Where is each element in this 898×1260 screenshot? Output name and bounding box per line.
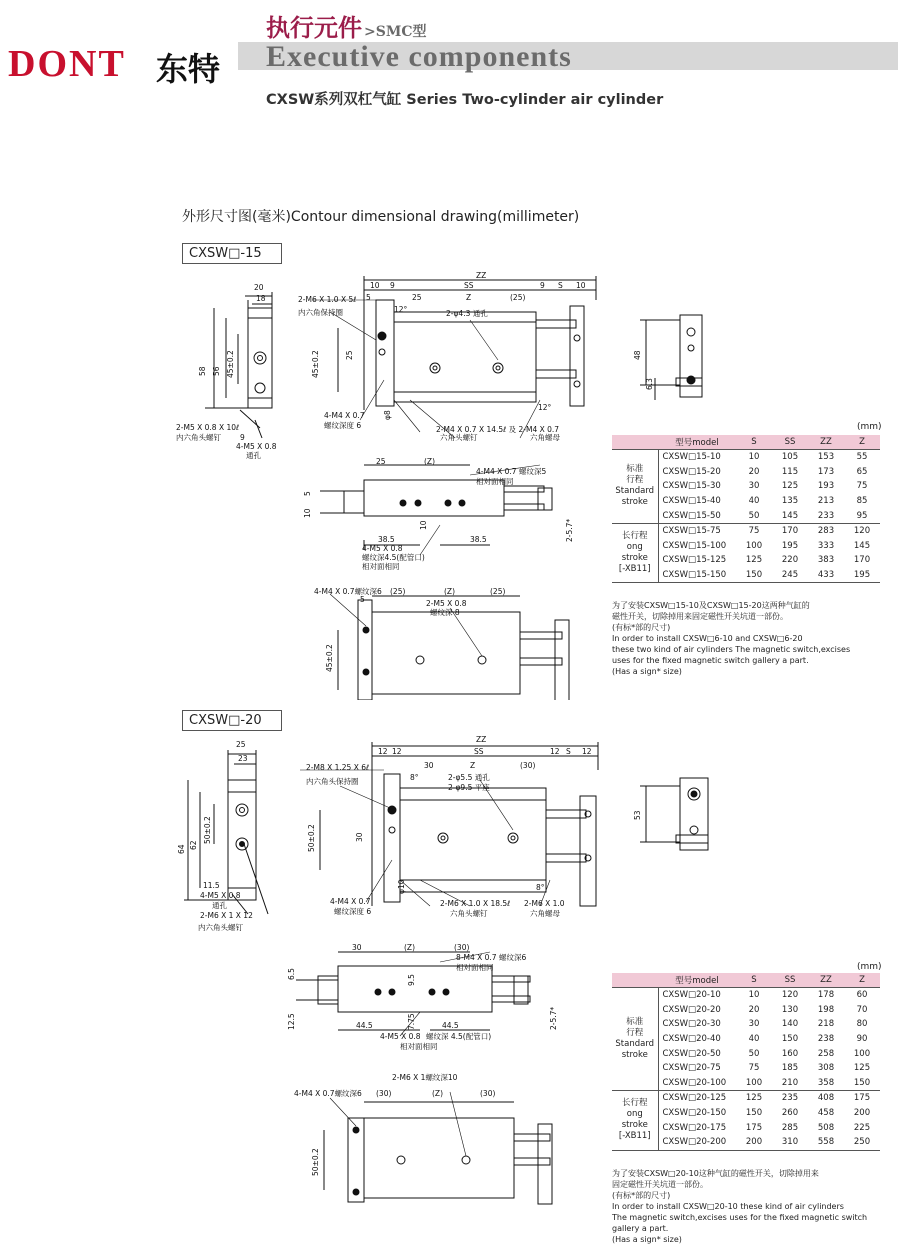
value-cell: 135 <box>781 496 799 507</box>
dim-38-5: 38.5 <box>378 535 395 544</box>
value-cell: 245 <box>781 570 799 581</box>
value-cell: 125 <box>745 555 763 566</box>
spec-table-15 <box>612 435 880 583</box>
value-cell: 95 <box>856 510 868 521</box>
annotation-a10: 内六角头螺钉 <box>176 433 221 442</box>
dim-ss: SS <box>464 281 474 290</box>
dim-12deg-b: 12° <box>538 403 552 412</box>
dim-paren-z-20: (Z) <box>404 943 415 952</box>
dim-p30: (30) <box>520 761 536 770</box>
model-cell: CXSW□20-150 <box>658 1106 736 1121</box>
value-cell: 75 <box>736 523 772 538</box>
model-cell: CXSW□20-75 <box>658 1061 736 1076</box>
value-cell: 185 <box>781 1063 799 1074</box>
dim-p30d: (30) <box>480 1089 496 1098</box>
annotation-a8: 六角螺母 <box>530 433 560 442</box>
page-subtitle: CXSW系列双杠气缸 Series Two-cylinder air cylinder <box>266 92 664 108</box>
port-icon <box>254 352 266 364</box>
note-line: The magnetic switch,excises uses for the fixed magnetic switch <box>612 1213 868 1222</box>
unit-mm-20: (mm) <box>857 962 882 972</box>
table-row <box>612 1091 880 1106</box>
note-line: (Has a sign* size) <box>612 1235 682 1244</box>
dim-zz-20: ZZ <box>476 735 487 744</box>
stroke-group-label: 长行程 ong stroke [-XB11] <box>612 1091 658 1150</box>
table-row <box>612 988 880 1003</box>
dim-44-5b: 44.5 <box>442 1021 459 1030</box>
dim-9c: 9 <box>540 281 545 290</box>
note-line: 固定磁性开关坑道一部份。 <box>612 1180 708 1189</box>
model-cell: CXSW□20-50 <box>658 1046 736 1061</box>
note-line: (有标*部的尺寸) <box>612 1191 671 1200</box>
dim-zz: ZZ <box>476 271 487 280</box>
th-model: 型号model <box>658 435 736 450</box>
annotation-b1: 2-M8 X 1.25 X 6ℓ <box>306 763 370 772</box>
value-cell: 75 <box>856 481 868 492</box>
dim-p25b: (25) <box>390 587 406 596</box>
dim-50c: 50±0.2 <box>311 1148 320 1176</box>
value-cell: 85 <box>856 496 868 507</box>
annotation-b10: 六角螺母 <box>530 909 560 918</box>
value-cell: 233 <box>817 510 835 521</box>
th-z: Z <box>844 973 880 988</box>
value-cell: 130 <box>781 1004 799 1015</box>
value-cell: 90 <box>856 1034 868 1045</box>
annotation-b20: 4-M4 X 0.7螺纹深6 <box>294 1089 362 1098</box>
model-cell: CXSW□20-10 <box>658 988 736 1003</box>
value-cell: 198 <box>817 1004 835 1015</box>
value-cell: 75 <box>748 1063 760 1074</box>
value-cell: 10 <box>748 990 760 1001</box>
model-label-15: CXSW□-15 <box>182 243 282 264</box>
value-cell: 558 <box>817 1137 835 1148</box>
annotation-b2: 内六角头保持圈 <box>306 777 359 786</box>
value-cell: 30 <box>748 481 760 492</box>
header-title-cn: 执行元件 >SMC型 <box>266 13 427 42</box>
value-cell: 195 <box>853 570 871 581</box>
value-cell: 238 <box>817 1034 835 1045</box>
th-ss: SS <box>772 435 808 450</box>
th-model: 型号model <box>658 973 736 988</box>
value-cell: 433 <box>817 570 835 581</box>
annotation-b11: 4-M5 X 0.8 <box>200 891 241 900</box>
value-cell: 20 <box>748 466 760 477</box>
value-cell: 220 <box>781 555 799 566</box>
dim-p25: (25) <box>510 293 526 302</box>
model-cell: CXSW□20-20 <box>658 1003 736 1018</box>
value-cell: 160 <box>781 1048 799 1059</box>
model-cell: CXSW□20-40 <box>658 1032 736 1047</box>
dim-p30b: (30) <box>454 943 470 952</box>
model-cell: CXSW□15-30 <box>658 479 736 494</box>
model-cell: CXSW□15-10 <box>658 450 736 465</box>
dim-50b: 50±0.2 <box>307 824 316 852</box>
dim-12deg: 12° <box>394 305 408 314</box>
value-cell: 20 <box>748 1004 760 1015</box>
note-line: 为了安装CXSW□15-10及CXSW□15-20这两种气缸的 <box>612 601 810 610</box>
value-cell: 258 <box>817 1048 835 1059</box>
dim-30: 30 <box>424 761 434 770</box>
dim-20: 20 <box>254 283 264 292</box>
value-cell: 285 <box>781 1122 799 1133</box>
dim-45: 45±0.2 <box>226 350 235 378</box>
note-line: these two kind of air cylinders The magnetic switch,excises <box>612 645 851 654</box>
note-line: (有标*部的尺寸) <box>612 623 671 632</box>
cylinder-body <box>394 312 536 402</box>
dim-6-5: 6.5 <box>287 968 296 980</box>
model-cell: CXSW□15-50 <box>658 508 736 523</box>
value-cell: 153 <box>817 452 835 463</box>
dim-paren-z-20b: (Z) <box>432 1089 443 1098</box>
value-cell: 105 <box>781 452 799 463</box>
dim-z: Z <box>466 293 472 302</box>
model-cell: CXSW□20-200 <box>658 1135 736 1150</box>
dim-30b: 30 <box>355 832 364 842</box>
dim-25c: 25 <box>376 457 386 466</box>
value-cell: 125 <box>781 481 799 492</box>
value-cell: 333 <box>817 540 835 551</box>
value-cell: 508 <box>817 1122 835 1133</box>
annotation-b6: 螺纹深度 6 <box>334 907 372 916</box>
annotation-a17: 相对面相同 <box>362 562 400 571</box>
dim-25b: 25 <box>345 350 354 360</box>
value-cell: 120 <box>844 523 880 538</box>
value-cell: 125 <box>853 1063 871 1074</box>
dim-62: 62 <box>189 840 198 850</box>
table-row <box>612 450 880 465</box>
annotation-a18: 4-M4 X 0.7螺纹深6 <box>314 587 382 596</box>
dim-48: 48 <box>633 350 642 360</box>
annotation-b16: 相对面相同 <box>456 963 494 972</box>
value-cell: 260 <box>781 1108 799 1119</box>
note-line: uses for the fixed magnetic switch gallery a part. <box>612 656 809 665</box>
dim-9b: 9 <box>390 281 395 290</box>
annotation-a14: 相对面相同 <box>476 477 514 486</box>
value-cell: 10 <box>748 452 760 463</box>
value-cell: 195 <box>781 540 799 551</box>
stroke-group-label: 长行程 ong stroke [-XB11] <box>612 523 658 582</box>
model-cell: CXSW□20-30 <box>658 1017 736 1032</box>
th-z: Z <box>844 435 880 450</box>
annotation-a12: 通孔 <box>246 451 261 460</box>
dim-10c: 10 <box>303 508 312 518</box>
dim-9-5: 9.5 <box>407 974 416 986</box>
note-line: In order to install CXSW□20-10 these kind of air cylinders <box>612 1202 844 1211</box>
model-cell: CXSW□15-40 <box>658 494 736 509</box>
annotation-a1: 2-M6 X 1.0 X 5ℓ <box>298 295 357 304</box>
dim-2-57: 2-5.7* <box>565 518 574 542</box>
th-blank <box>612 435 658 450</box>
dim-9: 9 <box>240 433 245 442</box>
dim-25: 25 <box>412 293 422 302</box>
model-cell: CXSW□15-150 <box>658 568 736 583</box>
value-cell: 150 <box>781 1034 799 1045</box>
value-cell: 178 <box>817 990 835 1001</box>
spec-table-20 <box>612 973 880 1151</box>
dim-12c: 12 <box>550 747 560 756</box>
value-cell: 40 <box>748 1034 760 1045</box>
annotation-a11: 4-M5 X 0.8 <box>236 442 277 451</box>
value-cell: 458 <box>817 1108 835 1119</box>
brand-logo-cn: 东特 <box>156 50 221 88</box>
value-cell: 140 <box>781 1019 799 1030</box>
annotation-a9: 2-M5 X 0.8 X 10ℓ <box>176 423 240 432</box>
annotation-b13: 2-M6 X 1 X 12 <box>200 911 253 920</box>
annotation-b12: 通孔 <box>212 901 227 910</box>
annotation-a20: 螺纹深 8 <box>430 608 460 617</box>
dim-5c: 5 <box>360 595 365 604</box>
value-cell: 40 <box>748 496 760 507</box>
brand-logo: DONT <box>8 43 126 85</box>
dim-50: 50±0.2 <box>203 816 212 844</box>
dim-p30c: (30) <box>376 1089 392 1098</box>
value-cell: 65 <box>856 466 868 477</box>
notes-20 <box>612 1168 894 1245</box>
value-cell: 55 <box>856 452 868 463</box>
value-cell: 175 <box>745 1122 763 1133</box>
annotation-b9: 六角头螺钉 <box>450 909 488 918</box>
value-cell: 218 <box>817 1019 835 1030</box>
dim-38-5b: 38.5 <box>470 535 487 544</box>
value-cell: 173 <box>817 466 835 477</box>
th-ss: SS <box>772 973 808 988</box>
model-cell: CXSW□15-100 <box>658 539 736 554</box>
th-zz: ZZ <box>808 435 844 450</box>
annotation-a15: 4-M5 X 0.8 <box>362 544 403 553</box>
note-line: (Has a sign* size) <box>612 667 682 676</box>
annotation-b7: 2-M6 X 1.0 X 18.5ℓ <box>440 899 511 908</box>
annotation-a2: 内六角保持圈 <box>298 308 343 317</box>
value-cell: 408 <box>808 1091 844 1106</box>
annotation-b5: 4-M4 X 0.7 <box>330 897 371 906</box>
dim-44-5: 44.5 <box>356 1021 373 1030</box>
unit-mm-15: (mm) <box>857 422 882 432</box>
model-cell: CXSW□15-125 <box>658 553 736 568</box>
value-cell: 193 <box>817 481 835 492</box>
value-cell: 358 <box>817 1077 835 1088</box>
annotation-b8: 2-M6 X 1.0 <box>524 899 565 908</box>
value-cell: 100 <box>853 1048 871 1059</box>
annotation-b15: 8-M4 X 0.7 螺纹深6 <box>456 953 527 962</box>
annotation-b3: 2-φ5.5 通孔 <box>448 773 490 782</box>
value-cell: 210 <box>781 1077 799 1088</box>
dim-12d: 12 <box>582 747 592 756</box>
header-title-en: Executive components <box>266 40 572 73</box>
note-line: 为了安装CXSW□20-10这种气缸的磁性开关，切除掉用来 <box>612 1169 819 1178</box>
dim-8deg-b: 8° <box>536 883 545 892</box>
dim-45b: 45±0.2 <box>311 350 320 378</box>
section-title: 外形尺寸图(毫米)Contour dimensional drawing(millimeter) <box>182 209 580 225</box>
dim-phi10: φ10 <box>397 879 406 894</box>
value-cell: 200 <box>853 1108 871 1119</box>
model-cell: CXSW□20-125 <box>658 1091 736 1106</box>
value-cell: 120 <box>781 990 799 1001</box>
dim-5b: 5 <box>303 491 312 496</box>
dim-12-5: 12.5 <box>287 1013 296 1030</box>
dim-53: 53 <box>633 810 642 820</box>
annotation-a7: 六角头螺钉 <box>440 433 478 442</box>
stroke-group-label: 标准 行程 Standard stroke <box>615 1017 655 1061</box>
annotation-a5: 螺纹深度 6 <box>324 421 362 430</box>
value-cell: 150 <box>745 570 763 581</box>
header-title-cn-sub: >SMC型 <box>364 24 427 40</box>
dim-12a: 12 <box>378 747 388 756</box>
value-cell: 250 <box>853 1137 871 1148</box>
dim-64: 64 <box>177 844 186 854</box>
annotation-b19: 相对面相同 <box>400 1042 438 1051</box>
model-cell: CXSW□15-20 <box>658 465 736 480</box>
annotation-b14: 内六角头螺钉 <box>198 923 243 932</box>
value-cell: 145 <box>853 540 871 551</box>
model-cell: CXSW□20-100 <box>658 1076 736 1091</box>
value-cell: 310 <box>781 1137 799 1148</box>
dim-12b: 12 <box>392 747 402 756</box>
dim-5: 5 <box>366 293 371 302</box>
table-row <box>612 523 880 538</box>
dim-56: 56 <box>212 366 221 376</box>
value-cell: 383 <box>817 555 835 566</box>
value-cell: 125 <box>736 1091 772 1106</box>
annotation-a4: 4-M4 X 0.7 <box>324 411 365 420</box>
dim-10d: 10 <box>419 520 428 530</box>
dim-10: 10 <box>370 281 380 290</box>
value-cell: 100 <box>745 540 763 551</box>
model-label-20: CXSW□-20 <box>182 710 282 731</box>
th-zz: ZZ <box>808 973 844 988</box>
value-cell: 150 <box>745 1108 763 1119</box>
value-cell: 100 <box>745 1077 763 1088</box>
note-line: gallery a part. <box>612 1224 669 1233</box>
value-cell: 150 <box>853 1077 871 1088</box>
value-cell: 170 <box>853 555 871 566</box>
value-cell: 30 <box>748 1019 760 1030</box>
value-cell: 213 <box>817 496 835 507</box>
dim-paren-z-b: (Z) <box>444 587 455 596</box>
dim-6-3: 6.3 <box>645 378 654 390</box>
value-cell: 200 <box>745 1137 763 1148</box>
th-s: S <box>736 973 772 988</box>
dim-paren-z: (Z) <box>424 457 435 466</box>
annotation-b4: 2-φ9.5 平座 <box>448 783 490 792</box>
dim-23: 23 <box>238 754 248 763</box>
value-cell: 235 <box>772 1091 808 1106</box>
dim-phi8: φ8 <box>383 410 392 420</box>
annotation-a6: 2-M4 X 0.7 X 14.5ℓ 及 2-M4 X 0.7 <box>436 425 560 434</box>
th-blank <box>612 973 658 988</box>
value-cell: 145 <box>781 510 799 521</box>
value-cell: 60 <box>856 990 868 1001</box>
annotation-a16: 螺纹深4.5(配管口) <box>362 553 425 562</box>
dim-18: 18 <box>256 294 266 303</box>
notes-15 <box>612 600 882 677</box>
dim-ss-20: SS <box>474 747 484 756</box>
value-cell: 50 <box>748 510 760 521</box>
dim-8deg: 8° <box>410 773 419 782</box>
dim-30c: 30 <box>352 943 362 952</box>
stroke-group-label: 标准 行程 Standard stroke <box>615 464 655 508</box>
value-cell: 50 <box>748 1048 760 1059</box>
th-s: S <box>736 435 772 450</box>
dim-p25c: (25) <box>490 587 506 596</box>
value-cell: 170 <box>772 523 808 538</box>
dim-11-5: 11.5 <box>203 881 220 890</box>
dim-2-57-20: 2-5.7* <box>549 1006 558 1030</box>
value-cell: 70 <box>856 1004 868 1015</box>
note-line: In order to install CXSW□6-10 and CXSW□6-20 <box>612 634 803 643</box>
annotation-b17: 4-M5 X 0.8 <box>380 1032 421 1041</box>
value-cell: 283 <box>808 523 844 538</box>
annotation-b18: 螺纹深 4.5(配管口) <box>426 1032 492 1041</box>
value-cell: 225 <box>853 1122 871 1133</box>
dim-25-20: 25 <box>236 740 246 749</box>
annotation-b21: 2-M6 X 1螺纹深10 <box>392 1073 458 1082</box>
annotation-a19: 2-M5 X 0.8 <box>426 599 467 608</box>
value-cell: 175 <box>844 1091 880 1106</box>
model-cell: CXSW□15-75 <box>658 523 736 538</box>
model-cell: CXSW□20-175 <box>658 1120 736 1135</box>
dim-z-20: Z <box>470 761 476 770</box>
dim-s: S <box>558 281 563 290</box>
dim-58: 58 <box>198 366 207 376</box>
value-cell: 115 <box>781 466 799 477</box>
dim-7-75: 7.75 <box>407 1013 416 1030</box>
annotation-a3: 2-φ4.3 通孔 <box>446 309 488 318</box>
value-cell: 80 <box>856 1019 868 1030</box>
dim-s-20: S <box>566 747 571 756</box>
dim-45c: 45±0.2 <box>325 644 334 672</box>
annotation-a13: 4-M4 X 0.7 螺纹深5 <box>476 467 547 476</box>
dim-10b: 10 <box>576 281 586 290</box>
note-line: 磁性开关，切除掉用来固定磁性开关坑道一部份。 <box>612 612 788 621</box>
value-cell: 308 <box>817 1063 835 1074</box>
